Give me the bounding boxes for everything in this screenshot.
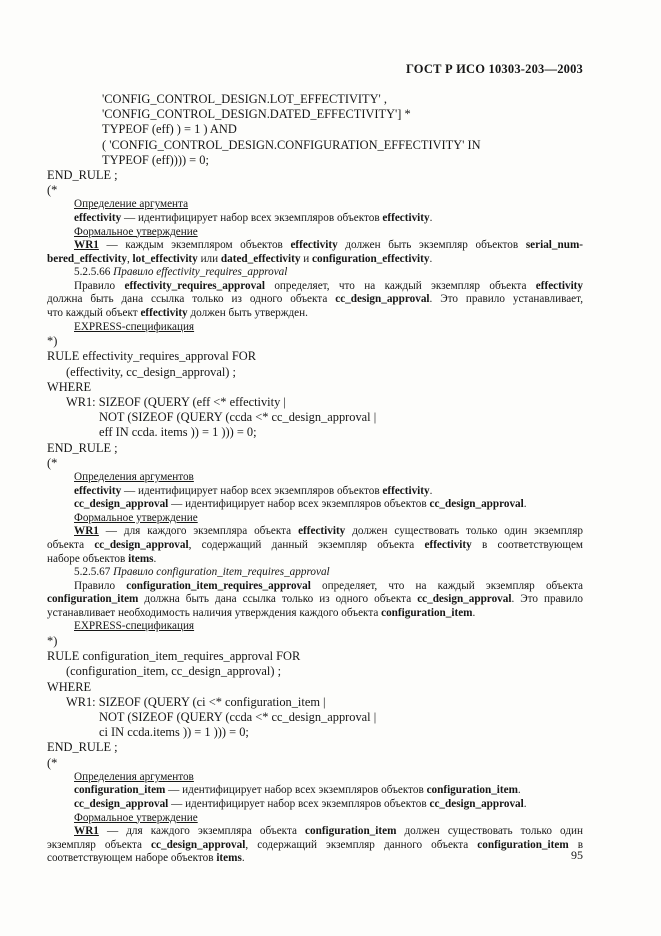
wr1-text: WR1 — для каждого экземпляра объекта configuration_item должен существовать только один [74, 825, 583, 838]
page-content [47, 92, 583, 866]
formal-heading: Формальное утверждение [74, 811, 198, 824]
formal-heading: Формальное утверждение [74, 225, 198, 238]
arg-definition: effectivity — идентифицирует набор всех экземпляров объектов effectivity. [74, 484, 433, 497]
formal-heading: Формальное утверждение [74, 511, 198, 524]
page-header: ГОСТ Р ИСО 10303-203—2003 [405, 62, 583, 76]
code-line: eff IN ccda. items )) = 1 ))) = 0; [99, 425, 257, 440]
wr1-text: WR1 — каждым экземпляром объектов effectivity должен быть экземпляр объектов serial_num- [74, 239, 583, 252]
code-line: ci IN ccda.items )) = 1 ))) = 0; [99, 725, 249, 740]
express-heading: EXPRESS-спецификация [74, 620, 195, 633]
arg-definition: cc_design_approval — идентифицирует набор всех экземпляров объектов cc_design_approval. [74, 498, 527, 511]
wr1-text: bered_effectivity, lot_effectivity или dated_effectivity и configuration_effectivity. [47, 252, 433, 265]
arg-definition: effectivity — идентифицирует набор всех экземпляров объектов effectivity. [74, 211, 433, 224]
arg-definition: cc_design_approval — идентифицирует набор всех экземпляров объектов cc_design_approval. [74, 797, 527, 810]
code-line: NOT (SIZEOF (QUERY (ccda <* cc_design_approval | [99, 410, 377, 425]
rule-description: должна быть дана ссылка только из одного объекта cc_design_approval. Это правило устанавливает, [47, 293, 583, 306]
wr1-text: наборе объектов items. [47, 552, 157, 565]
code-line: (effectivity, cc_design_approval) ; [66, 364, 236, 379]
comment-open: (* [47, 755, 58, 770]
code-line: WHERE [47, 679, 92, 694]
code-line: END_RULE ; [47, 167, 118, 182]
code-line: END_RULE ; [47, 440, 118, 455]
page-number: 95 [571, 848, 583, 862]
comment-open: (* [47, 455, 58, 470]
code-line: WHERE [47, 379, 92, 394]
code-line: 'CONFIG_CONTROL_DESIGN.LOT_EFFECTIVITY' , [102, 92, 387, 106]
code-line: ( 'CONFIG_CONTROL_DESIGN.CONFIGURATION_EFFECTIVITY' IN [102, 137, 481, 152]
code-line: WR1: SIZEOF (QUERY (eff <* effectivity | [66, 395, 286, 409]
wr1-text: экземпляр объекта cc_design_approval, содержащий экземпляр данного объекта configuration_item в [47, 838, 583, 851]
rule-description: что каждый объект effectivity должен быть утвержден. [47, 307, 308, 320]
comment-close: *) [47, 634, 58, 649]
args-heading: Определения аргументов [74, 770, 194, 783]
rule-description: Правило effectivity_requires_approval определяет, что на каждый экземпляр объекта effectivity [74, 279, 583, 292]
code-line: TYPEOF (eff)))) = 0; [102, 152, 209, 167]
args-heading: Определение аргумента [74, 198, 189, 211]
wr1-text: объекта cc_design_approval, содержащий данный экземпляр объекта effectivity в соответствующем [47, 538, 583, 551]
wr1-text: соответствующем наборе объектов items. [47, 852, 245, 865]
code-line: TYPEOF (eff) ) = 1 ) AND [102, 122, 237, 137]
section-heading: 5.2.5.66 Правило effectivity_requires_approval [74, 266, 288, 279]
arg-definition: configuration_item — идентифицирует набор всех экземпляров объектов configuration_item. [74, 784, 521, 797]
section-heading: 5.2.5.67 Правило configuration_item_requires_approval [74, 566, 330, 579]
code-line: WR1: SIZEOF (QUERY (ci <* configuration_item | [66, 694, 326, 709]
rule-description: Правило configuration_item_requires_approval определяет, что на каждый экземпляр объекта [74, 579, 583, 592]
rule-description: configuration_item должна быть дана ссылка только из одного объекта cc_design_approval. Это правило [47, 593, 584, 606]
code-line: RULE effectivity_requires_approval FOR [47, 349, 256, 364]
code-line: 'CONFIG_CONTROL_DESIGN.DATED_EFFECTIVITY'] * [102, 107, 411, 122]
rule-description: устанавливает необходимость наличия утверждения каждого объекта configuration_item. [47, 606, 476, 619]
args-heading: Определения аргументов [74, 470, 194, 483]
express-heading: EXPRESS-спецификация [74, 320, 195, 333]
code-line: (configuration_item, cc_design_approval) ; [66, 664, 282, 679]
code-line: END_RULE ; [47, 740, 118, 755]
code-line: NOT (SIZEOF (QUERY (ccda <* cc_design_approval | [99, 710, 377, 724]
wr1-text: WR1 — для каждого экземпляра объекта effectivity должен существовать только один экземпляр [74, 525, 584, 538]
comment-close: *) [47, 334, 58, 349]
code-line: RULE configuration_item_requires_approval FOR [47, 649, 301, 664]
comment-open: (* [47, 183, 58, 198]
